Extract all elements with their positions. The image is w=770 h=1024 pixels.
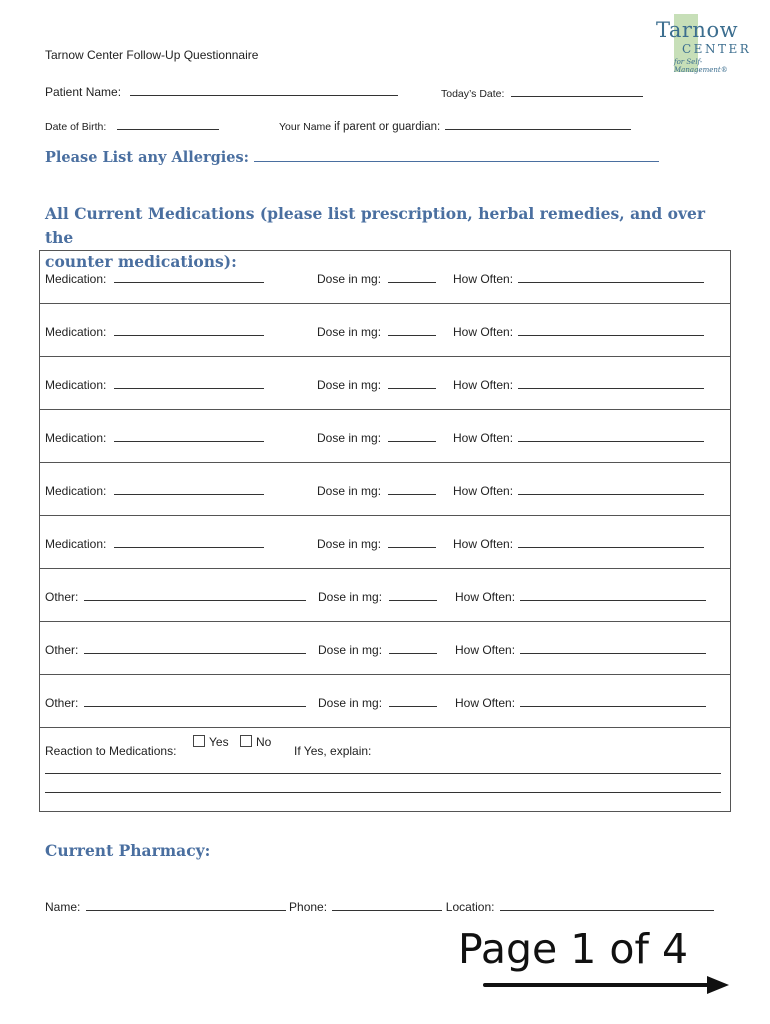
guardian-name-field[interactable]: [445, 118, 631, 130]
how-often-label: How Often:: [455, 589, 706, 604]
other-name-field[interactable]: [84, 589, 306, 601]
pharmacy-phone-label: Phone:: [289, 900, 328, 914]
medication-row: [40, 463, 730, 516]
other-name-field[interactable]: [84, 642, 306, 654]
pharmacy-name-label: Name:: [45, 900, 81, 914]
pharmacy-phone-field[interactable]: [332, 899, 442, 911]
explain-line-2[interactable]: [45, 792, 721, 793]
no-label: No: [256, 735, 272, 749]
medication-label: Medication:: [45, 324, 264, 339]
how-often-field[interactable]: [518, 483, 704, 495]
medication-name-field[interactable]: [114, 536, 264, 548]
dose-label: Dose in mg:: [318, 695, 437, 710]
dose-field[interactable]: [389, 695, 437, 707]
how-often-field[interactable]: [520, 642, 706, 654]
medication-label: Medication:: [45, 483, 264, 498]
medication-row: [40, 251, 730, 304]
logo-tagline: for Self-Management®: [674, 58, 728, 74]
medication-name-field[interactable]: [114, 377, 264, 389]
dob-label: Date of Birth:: [45, 121, 107, 133]
medication-label: Medication:: [45, 271, 264, 286]
logo-name: Tarnow: [656, 18, 739, 42]
how-often-label: How Often:: [453, 271, 704, 286]
no-checkbox[interactable]: [240, 735, 252, 747]
dose-field[interactable]: [388, 324, 436, 336]
dose-label: Dose in mg:: [318, 642, 437, 657]
dob-field[interactable]: [117, 118, 219, 130]
dose-field[interactable]: [389, 589, 437, 601]
yes-label: Yes: [209, 735, 229, 749]
next-page-arrow-icon[interactable]: [483, 974, 731, 998]
medication-name-field[interactable]: [114, 324, 264, 336]
dose-field[interactable]: [388, 430, 436, 442]
medication-name-field[interactable]: [114, 271, 264, 283]
how-often-label: How Often:: [453, 324, 704, 339]
dob-row: [45, 118, 219, 133]
explain-line-1[interactable]: [45, 773, 721, 774]
how-often-field[interactable]: [518, 536, 704, 548]
reaction-no-option[interactable]: [240, 735, 271, 749]
dose-label: Dose in mg:: [317, 430, 436, 445]
pharmacy-heading: Current Pharmacy:: [45, 841, 211, 860]
medications-heading-line1: All Current Medications (please list prescription, herbal remedies, and over the: [45, 204, 705, 247]
how-often-label: How Often:: [453, 430, 704, 445]
dose-field[interactable]: [388, 377, 436, 389]
guardian-label-b: if parent or guardian:: [334, 121, 441, 133]
other-label: Other:: [45, 589, 306, 604]
reaction-row: [40, 728, 730, 811]
pharmacy-location-label: Location:: [445, 900, 495, 914]
medications-heading-line2: counter medications):: [45, 252, 237, 271]
medication-label: Medication:: [45, 377, 264, 392]
medication-name-field[interactable]: [114, 430, 264, 442]
how-often-field[interactable]: [518, 271, 704, 283]
explain-label: If Yes, explain:: [294, 744, 372, 758]
how-often-field[interactable]: [520, 589, 706, 601]
allergies-field[interactable]: [254, 148, 659, 162]
dose-label: Dose in mg:: [317, 377, 436, 392]
allergies-row: [45, 148, 659, 166]
allergies-label: Please List any Allergies:: [45, 149, 250, 166]
other-name-field[interactable]: [84, 695, 306, 707]
pharmacy-location-field[interactable]: [500, 899, 714, 911]
patient-name-row: [45, 84, 398, 99]
dose-field[interactable]: [388, 536, 436, 548]
dose-label: Dose in mg:: [317, 536, 436, 551]
pharmacy-row: [45, 899, 714, 914]
guardian-row: [279, 118, 631, 133]
medication-row: [40, 304, 730, 357]
yes-checkbox[interactable]: [193, 735, 205, 747]
dose-field[interactable]: [388, 271, 436, 283]
page-indicator: Page 1 of 4: [458, 925, 689, 973]
other-medication-row: [40, 622, 730, 675]
medication-row: [40, 516, 730, 569]
dose-label: Dose in mg:: [318, 589, 437, 604]
how-often-field[interactable]: [518, 430, 704, 442]
patient-name-label: Patient Name:: [45, 85, 122, 99]
other-label: Other:: [45, 642, 306, 657]
medication-row: [40, 410, 730, 463]
dose-field[interactable]: [389, 642, 437, 654]
patient-name-field[interactable]: [130, 84, 398, 96]
other-label: Other:: [45, 695, 306, 710]
form-title: Tarnow Center Follow-Up Questionnaire: [45, 48, 259, 62]
pharmacy-name-field[interactable]: [86, 899, 286, 911]
how-often-label: How Often:: [453, 536, 704, 551]
medication-row: [40, 357, 730, 410]
how-often-label: How Often:: [453, 377, 704, 392]
other-medication-row: [40, 569, 730, 622]
medication-label: Medication:: [45, 430, 264, 445]
reaction-yes-option[interactable]: [193, 735, 229, 749]
how-often-label: How Often:: [453, 483, 704, 498]
other-medication-row: [40, 675, 730, 728]
todays-date-field[interactable]: [511, 85, 643, 97]
todays-date-label: Today’s Date:: [441, 88, 505, 100]
reaction-label: Reaction to Medications:: [45, 744, 177, 758]
dose-label: Dose in mg:: [317, 271, 436, 286]
tarnow-center-logo: [652, 14, 752, 72]
medications-table: [39, 250, 731, 812]
how-often-field[interactable]: [520, 695, 706, 707]
dose-label: Dose in mg:: [317, 324, 436, 339]
todays-date-row: [441, 85, 643, 100]
how-often-label: How Often:: [455, 642, 706, 657]
dose-label: Dose in mg:: [317, 483, 436, 498]
medication-label: Medication:: [45, 536, 264, 551]
medication-name-field[interactable]: [114, 483, 264, 495]
how-often-label: How Often:: [455, 695, 706, 710]
guardian-label-a: Your Name: [279, 121, 332, 133]
how-often-field[interactable]: [518, 324, 704, 336]
dose-field[interactable]: [388, 483, 436, 495]
logo-sub: CENTER: [682, 42, 752, 56]
how-often-field[interactable]: [518, 377, 704, 389]
